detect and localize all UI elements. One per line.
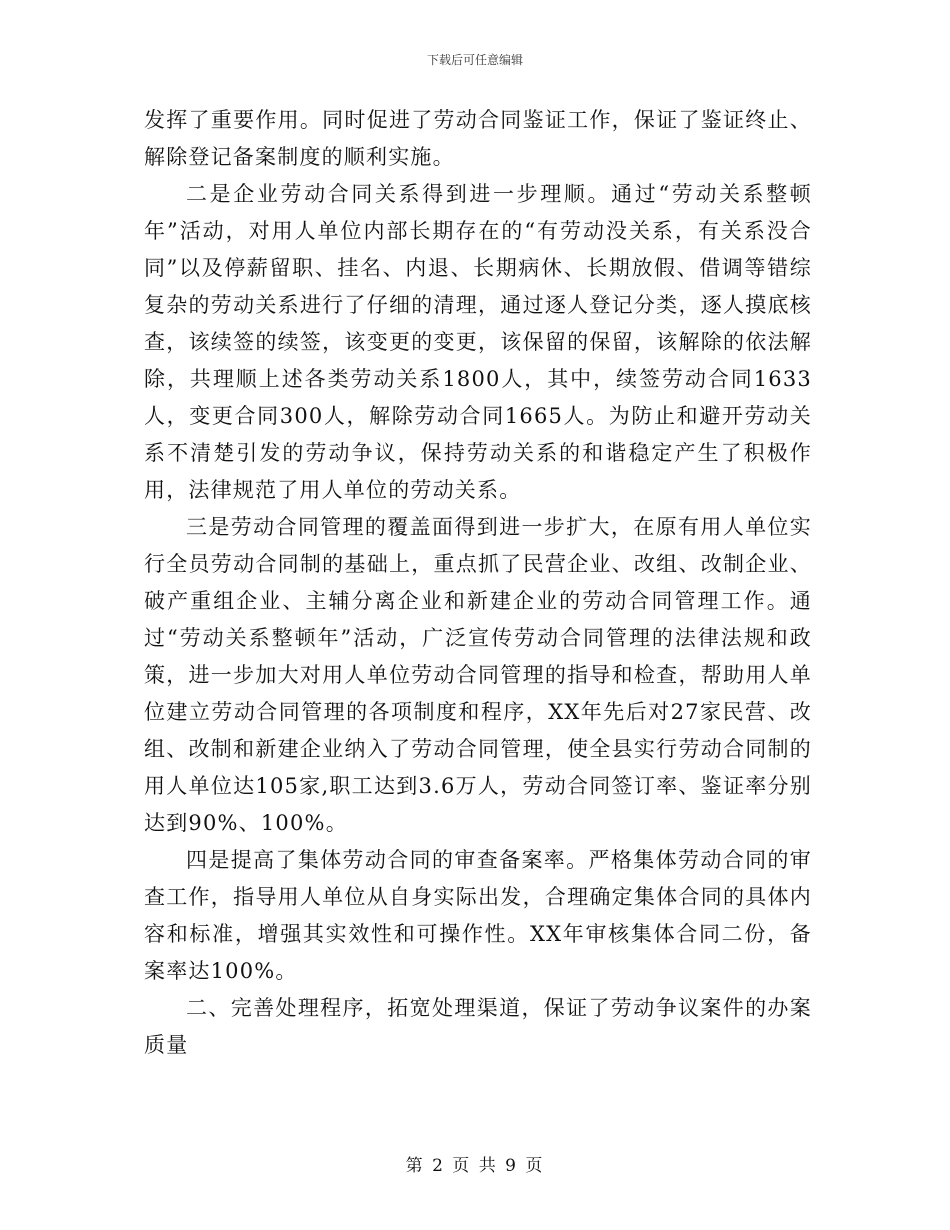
paragraph-contract-relations: 二是企业劳动合同关系得到进一步理顺。通过“劳动关系整顿年”活动，对用人单位内部长期存在的“有劳动没关系，有关系没合同”以及停薪留职、挂名、内退、长期病休、长期放假、借调等错综复杂的劳动关系进行了仔细的清理，通过逐人登记分类，逐人摸底核查，该续签的续签，该变更的变更，该保留的保留，该解除的依法解除，共理顺上述各类劳动关系1800人，其中，续签劳动合同1633人，变更合同300人，解除劳动合同1665人。为防止和避开劳动关系不清楚引发的劳动争议，保持劳动关系的和谐稳定产生了积极作用，法律规范了用人单位的劳动关系。 <box>144 182 812 502</box>
paragraph-collective-contracts: 四是提高了集体劳动合同的审查备案率。严格集体劳动合同的审查工作，指导用人单位从自身实际出发，合理确定集体合同的具体内容和标准，增强其实效性和可操作性。XX年审核集体合同二份，备案率达100%。 <box>144 848 812 983</box>
section-heading-dispute-handling: 二、完善处理程序，拓宽处理渠道，保证了劳动争议案件的办案质量 <box>144 996 812 1057</box>
paragraph-continuation: 发挥了重要作用。同时促进了劳动合同鉴证工作，保证了鉴证终止、解除登记备案制度的顺利实施。 <box>144 108 812 169</box>
document-body <box>144 102 812 1064</box>
page-header: 下载后可任意编辑 <box>426 53 523 67</box>
page-number: 第 2 页 共 9 页 <box>405 1156 545 1176</box>
paragraph-coverage: 三是劳动合同管理的覆盖面得到进一步扩大，在原有用人单位实行全员劳动合同制的基础上，重点抓了民营企业、改组、改制企业、破产重组企业、主辅分离企业和新建企业的劳动合同管理工作。通过“劳动关系整顿年”活动，广泛宣传劳动合同管理的法律法规和政策，进一步加大对用人单位劳动合同管理的指导和检查，帮助用人单位建立劳动合同管理的各项制度和程序，XX年先后对27家民营、改组、改制和新建企业纳入了劳动合同管理，使全县实行劳动合同制的用人单位达105家,职工达到3.6万人，劳动合同签订率、鉴证率分别达到90%、100%。 <box>144 515 812 835</box>
